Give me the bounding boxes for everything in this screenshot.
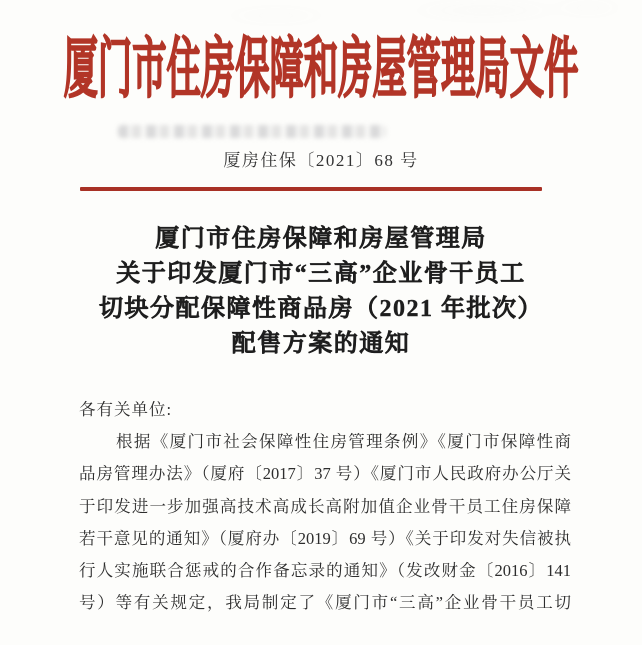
document-title: [0, 222, 642, 362]
body-line-6: 号）等有关规定，我局制定了《厦门市“三高”企业骨干员工切: [79, 593, 571, 613]
body-line-4: 若干意见的通知》（厦府办〔2019〕69 号）《关于印发对失信被执: [79, 528, 571, 548]
agency-header-title: 厦门市住房保障和房屋管理局文件: [63, 33, 579, 106]
red-divider-rule: [80, 187, 542, 191]
bleed-through-artifact: [118, 125, 386, 138]
red-header-band: [0, 25, 642, 115]
body-line-1: 根据《厦门市社会保障性住房管理条例》《厦门市保障性商: [116, 432, 571, 452]
title-line-4: 配售方案的通知: [231, 331, 411, 357]
scan-noise-artifact: [120, 0, 640, 26]
document-number: 厦房住保〔2021〕68 号: [223, 151, 419, 170]
document-body: [79, 394, 571, 619]
body-line-2: 品房管理办法》（厦府〔2017〕37 号）《厦门市人民政府办公厅关: [79, 464, 571, 484]
title-line-2: 关于印发厦门市“三高”企业骨干员工: [116, 261, 526, 287]
body-line-5: 行人实施联合惩戒的合作备忘录的通知》（发改财金〔2016〕141: [79, 561, 571, 581]
salutation-line: 各有关单位:: [79, 400, 173, 419]
title-line-1: 厦门市住房保障和房屋管理局: [155, 226, 487, 252]
title-line-3: 切块分配保障性商品房（2021 年批次）: [99, 296, 543, 322]
body-line-3: 于印发进一步加强高技术高成长高附加值企业骨干员工住房保障: [79, 496, 571, 516]
